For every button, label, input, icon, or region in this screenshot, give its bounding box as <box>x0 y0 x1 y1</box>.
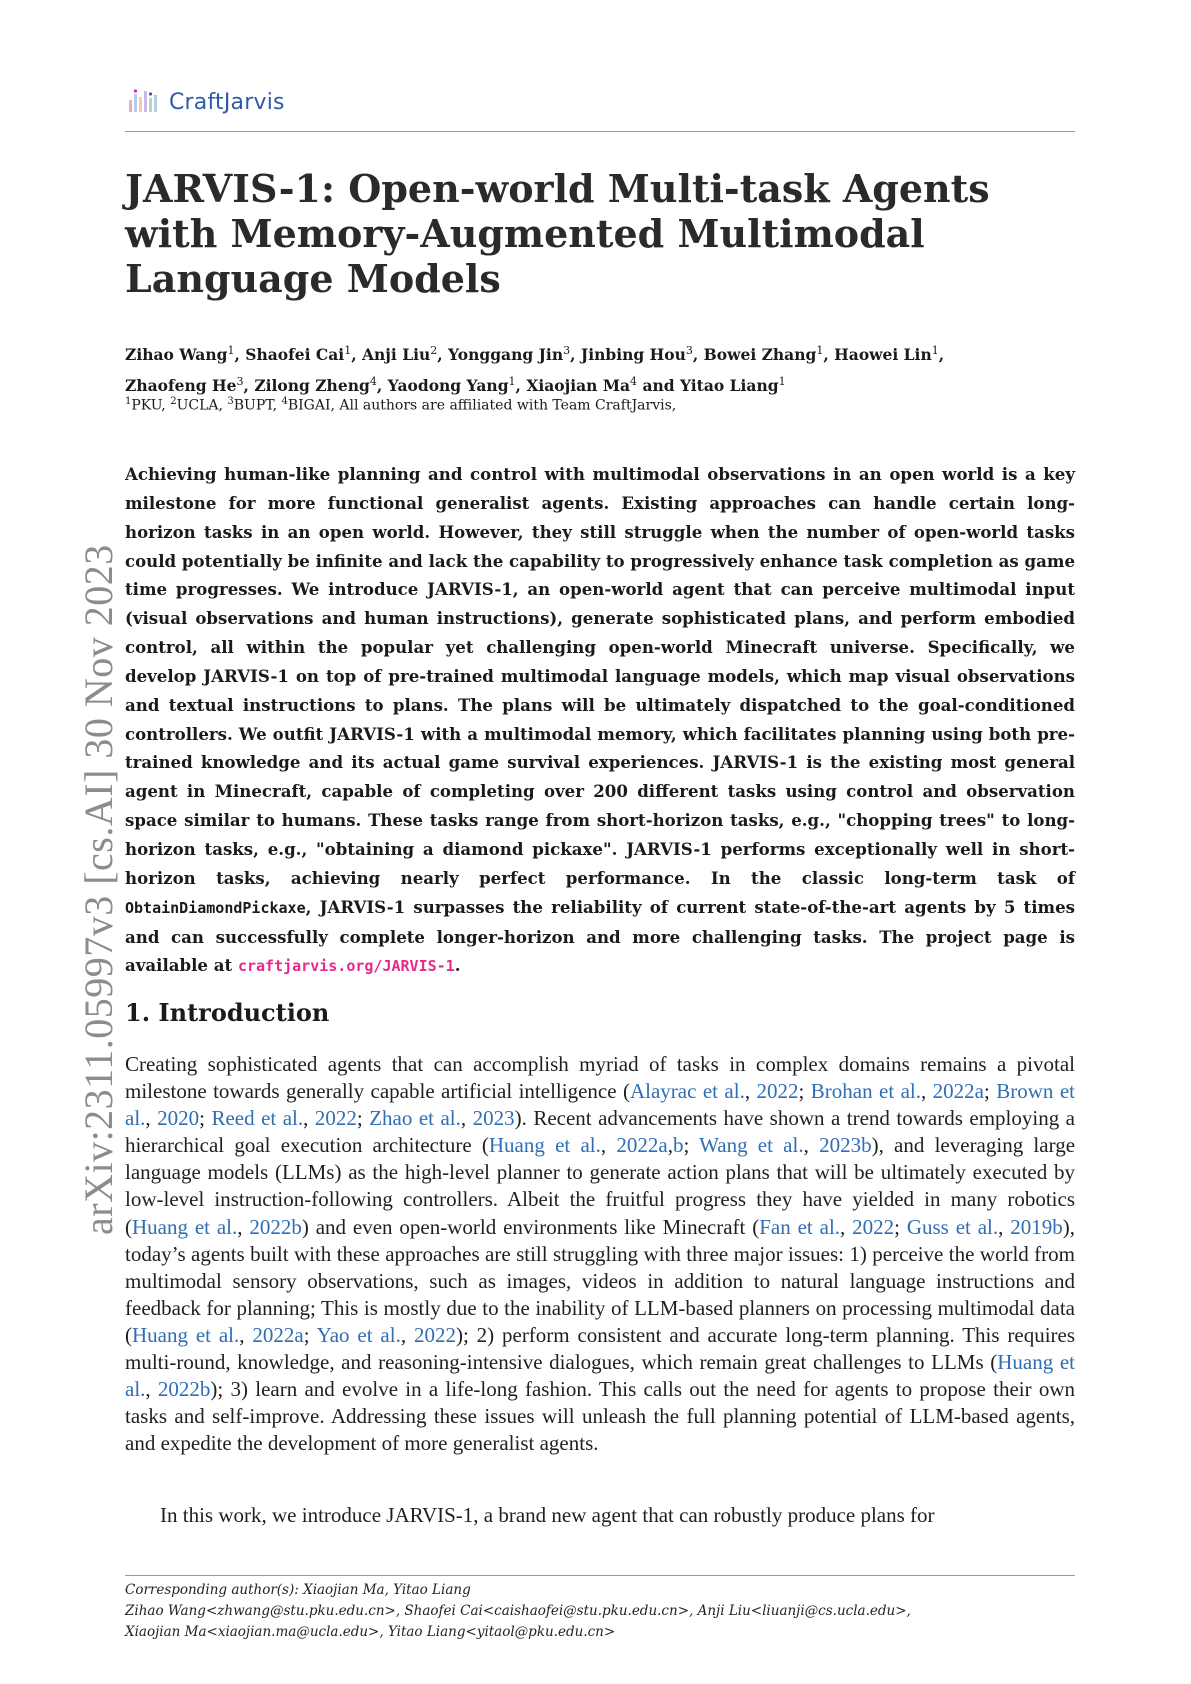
intro-text: , <box>840 1214 853 1239</box>
author <box>245 345 351 364</box>
author-affiliation-mark: 3 <box>236 375 244 389</box>
author-affiliation-mark: 3 <box>563 344 571 357</box>
intro-text: ; <box>199 1106 212 1131</box>
abstract-text: , JARVIS-1 surpasses the reliability of current state-of-the-art agents by 5 times and can successfully complete longer-horizon and more challenging tasks. The project page is available at <box>125 896 1075 976</box>
affiliation-number: 3 <box>227 396 234 407</box>
arxiv-identifier-stamp: arXiv:2311.05997v3 [cs.AI] 30 Nov 2023 <box>76 544 121 1235</box>
author-name: Yitao Liang <box>680 376 779 396</box>
affiliation-number: 1 <box>125 396 132 407</box>
abstract-text: Achieving human-like planning and control with multimodal observations in an open world is a key milestone for more functional generalist agents. Existing approaches can handle certain long-horizon tasks in an open world. However, they still struggle when the number of open-world tasks could potentially be infinite and lack the capability to progressively enhance task completion as game time progresses. We introduce JARVIS-1, an open-world agent that can perceive multimodal input (visual observations and human instructions), generate sophisticated plans, and perform embodied control, all within the popular yet challenging open-world Minecraft universe. Specifically, we develop JARVIS-1 on top of pre-trained multimodal language models, which map visual observations and textual instructions to plans. The plans will be ultimately dispatched to the goal-conditioned controllers. We outfit JARVIS-1 with a multimodal memory, which facilitates planning using both pre-trained knowledge and its actual game survival experiences. JARVIS-1 is the existing most general agent in Minecraft, capable of completing over 200 different tasks using control and observation space similar to humans. These tasks range from short-horizon tasks, e.g., "chopping trees" to long-horizon tasks, e.g., "obtaining a diamond pickaxe". JARVIS-1 performs exceptionally well in short-horizon tasks, achieving nearly perfect performance. In the classic long-term task of <box>125 464 1075 888</box>
intro-text: , <box>667 1133 673 1158</box>
author <box>834 345 939 364</box>
citation-link[interactable]: b <box>672 1133 684 1158</box>
author-name: Shaofei Cai <box>245 345 345 365</box>
author <box>581 345 693 364</box>
citation-link[interactable]: 2022 <box>852 1214 895 1239</box>
abstract <box>125 460 1075 981</box>
intro-text: , <box>460 1106 473 1131</box>
author <box>704 345 824 364</box>
author-affiliation-mark: 2 <box>430 344 438 357</box>
author-affiliation-mark: 4 <box>369 375 377 389</box>
citation-link[interactable]: 2023 <box>472 1106 515 1131</box>
intro-text: , <box>600 1133 617 1158</box>
affiliation-name: BIGAI <box>287 397 331 414</box>
citation-link[interactable]: Yao et al. <box>316 1322 401 1347</box>
affiliation-name: UCLA <box>176 397 219 414</box>
author-name: Jinbing Hou <box>580 345 686 365</box>
author-affiliation-mark: 3 <box>685 344 693 357</box>
intro-text: , <box>237 1214 250 1239</box>
citation-link[interactable]: 2022a <box>932 1079 984 1104</box>
author-list: Zihao Wang$^1$, Shaofei Cai$^1$, Anji Liu$^2$, Yonggang Jin$^3$, Jinbing Hou$^3$, Bowei Zhang$^1$, Haowei Lin$^1$, Zhaofeng He$^3$, Zilong Zheng$^4$, Yaodong Yang$^1$, Xiaojian Ma$^4$ and Yitao Liang$^1$ <box>125 344 945 396</box>
affiliation-note: All authors are affiliated with Team CraftJarvis, <box>339 397 677 414</box>
author <box>362 345 437 364</box>
task-name-code: ObtainDiamondPickaxe <box>125 898 306 917</box>
paper-title: JARVIS-1: Open-world Multi-task Agents with Memory-Augmented Multimodal Language Models <box>125 166 990 301</box>
citation-link[interactable]: 2022 <box>314 1106 357 1131</box>
project-page-link[interactable]: craftjarvis.org/JARVIS-1 <box>237 957 455 976</box>
intro-text: ); 3) learn and evolve in a life-long fashion. This calls out the need for agents to propose their own tasks and self-improve. Addressing these issues will unleash the full planning potential of LLM-based agents, and expedite the development of more generalist agents. <box>125 1377 1076 1456</box>
citation-link[interactable]: Huang et al. <box>132 1214 238 1239</box>
citation-link[interactable]: 2020 <box>157 1106 200 1131</box>
author-affiliation-mark: 1 <box>344 344 352 357</box>
citation-link[interactable]: Alayrac et al. <box>629 1079 745 1104</box>
citation-link[interactable]: 2022 <box>756 1079 799 1104</box>
footer-line: Zihao Wang<zhwang@stu.pku.edu.cn>, Shaofei Cai<caishaofei@stu.pku.edu.cn>, Anji Liu<liuanji@cs.ucla.edu>, <box>125 1603 911 1619</box>
author-name: Anji Liu <box>362 345 431 365</box>
citation-link[interactable]: Huang et al. <box>125 1350 1075 1402</box>
intro-text: ; <box>683 1133 700 1158</box>
intro-text: , <box>145 1377 158 1402</box>
intro-text: , <box>803 1133 820 1158</box>
author-name: Zihao Wang <box>125 345 228 365</box>
author-name: Yonggang Jin <box>448 345 564 365</box>
affiliations: $^1$PKU, $^2$UCLA, $^3$BUPT, $^4$BIGAI, All authors are affiliated with Team CraftJarvis, <box>125 396 677 414</box>
intro-text: ; <box>984 1079 997 1104</box>
author-affiliation-mark: 1 <box>931 344 939 357</box>
footer-rule <box>125 1575 1075 1576</box>
logo-text: CraftJarvis <box>169 89 285 115</box>
intro-text: ), and leveraging large language models (LLMs) as the high-level planner to generate action plans that will be ultimately executed by low-level instruction-following controllers. Albeit the fruitful progress they have yielded in many robotics ( <box>125 1133 1076 1239</box>
citation-link[interactable]: Wang et al. <box>699 1133 804 1158</box>
affiliation-name: PKU <box>131 397 162 414</box>
intro-text: , <box>145 1106 158 1131</box>
intro-text: , <box>303 1106 315 1131</box>
intro-text: ), today’s agents built with these approaches are still struggling with three major issues: 1) perceive the world from multimodal sensory observations, such as images, videos in addition to natural language instructions and feedback for planning; This is mostly due to the inability of LLM-based planners on processing multimodal data ( <box>125 1214 1075 1347</box>
citation-link[interactable]: 2022 <box>413 1322 456 1347</box>
citation-link[interactable]: Brohan et al. <box>810 1079 921 1104</box>
intro-text: , <box>998 1214 1011 1239</box>
affiliation-name: BUPT <box>233 397 273 414</box>
intro-text: ). Recent advancements have shown a trend towards employing a hierarchical goal execution architecture ( <box>125 1106 1076 1158</box>
intro-text: , <box>744 1079 757 1104</box>
footer-correspondence <box>125 1580 1085 1643</box>
author-affiliation-mark: 4 <box>630 375 638 389</box>
author-name: Zilong Zheng <box>254 376 370 396</box>
citation-link[interactable]: 2023b <box>819 1133 872 1158</box>
citation-link[interactable]: Huang et al. <box>132 1322 240 1347</box>
intro-paragraph <box>125 1051 1075 1457</box>
citation-link[interactable]: 2022b <box>249 1214 302 1239</box>
intro-text: ; <box>303 1322 317 1347</box>
citation-link[interactable]: 2022a <box>252 1322 304 1347</box>
citation-link[interactable]: 2019b <box>1010 1214 1063 1239</box>
citation-link[interactable]: Zhao et al. <box>369 1106 461 1131</box>
craftjarvis-logo-icon <box>127 88 163 116</box>
header-rule <box>125 131 1075 132</box>
author-name: Xiaojian Ma <box>526 376 631 396</box>
author-name: Bowei Zhang <box>703 345 817 365</box>
affiliation-number: 4 <box>281 396 288 407</box>
author-affiliation-mark: 1 <box>227 344 235 357</box>
affiliation-number: 2 <box>170 396 177 407</box>
author-name: Zhaofeng He <box>125 376 237 396</box>
author <box>448 345 570 364</box>
intro-text: , <box>239 1322 253 1347</box>
author-affiliation-mark: 1 <box>816 344 824 357</box>
author-name: Haowei Lin <box>834 345 932 365</box>
abstract-text: . <box>454 955 461 976</box>
author <box>125 345 234 364</box>
intro-text: , <box>400 1322 414 1347</box>
craftjarvis-logo <box>127 88 285 116</box>
citation-link[interactable]: Huang et al. <box>488 1133 601 1158</box>
intro-text: ; <box>356 1106 370 1131</box>
intro-text: ); 2) perform consistent and accurate long-term planning. This requires multi-round, knowledge, and reasoning-intensive dialogues, which remain great challenges to LLMs ( <box>125 1322 1076 1375</box>
intro-paragraph-2: In this work, we introduce JARVIS-1, a brand new agent that can robustly produce plans for <box>160 1503 935 1527</box>
footer-line: Xiaojian Ma<xiaojian.ma@ucla.edu>, Yitao Liang<yitaol@pku.edu.cn> <box>125 1624 616 1640</box>
intro-text: , <box>921 1079 933 1104</box>
citation-link[interactable]: Fan et al. <box>759 1214 841 1239</box>
intro-text: ; <box>798 1079 811 1104</box>
citation-link[interactable]: Guss et al. <box>906 1214 999 1239</box>
section-heading-introduction: 1. Introduction <box>125 998 330 1027</box>
footer-line: Corresponding author(s): Xiaojian Ma, Yitao Liang <box>125 1582 471 1598</box>
citation-link[interactable]: 2022a <box>616 1133 668 1158</box>
intro-text: Creating sophisticated agents that can accomplish myriad of tasks in complex domains remains a pivotal milestone towards generally capable artificial intelligence ( <box>125 1052 1075 1104</box>
intro-text: ; <box>894 1214 907 1239</box>
author-affiliation-mark: 1 <box>778 375 786 389</box>
citation-link[interactable]: 2022b <box>157 1377 211 1402</box>
citation-link[interactable]: Reed et al. <box>211 1106 304 1131</box>
author-name: Yaodong Yang <box>387 376 509 396</box>
author-affiliation-mark: 1 <box>508 375 516 389</box>
citation-link[interactable]: Brown et al. <box>125 1079 1076 1131</box>
intro-text: ) and even open-world environments like Minecraft ( <box>301 1214 760 1239</box>
